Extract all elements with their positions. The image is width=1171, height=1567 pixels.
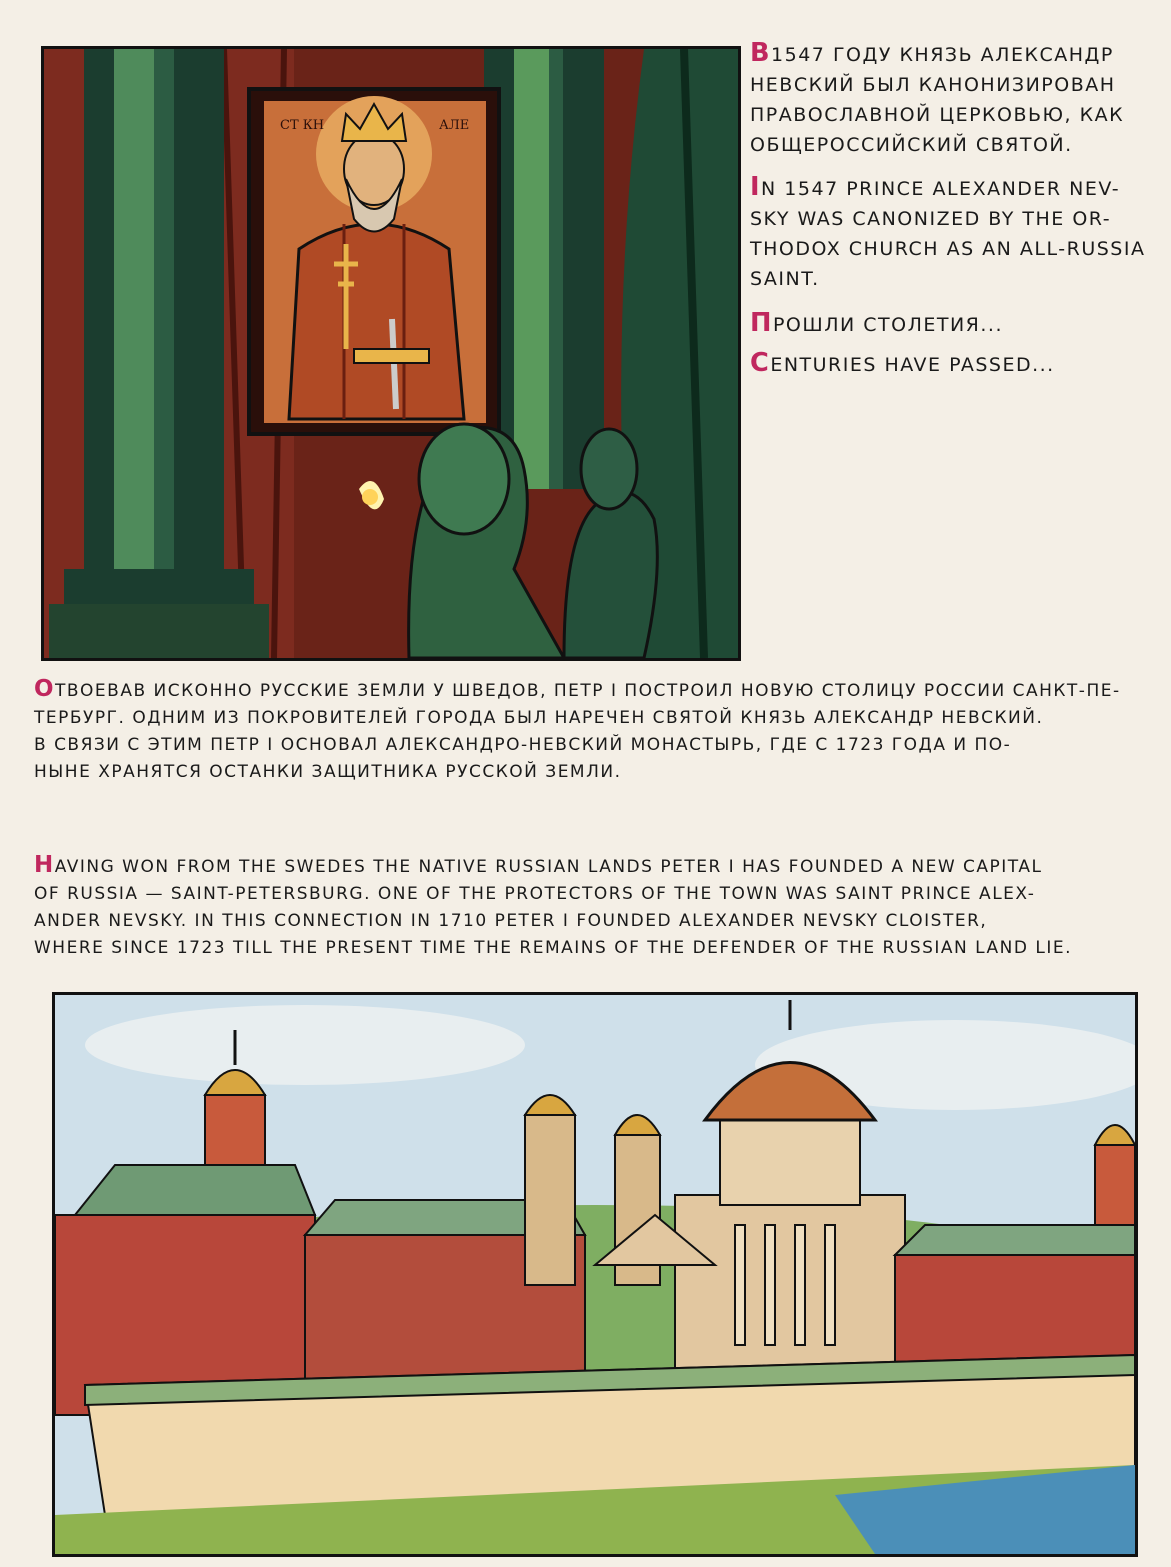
dropcap: C: [750, 348, 771, 378]
caption-petersburg-ru: [34, 676, 1154, 786]
caption-line: N 1547 PRINCE ALEXANDER NEV-: [761, 178, 1121, 200]
caption-line: 1547 ГОДУ КНЯЗЬ АЛЕКСАНДР: [771, 44, 1114, 66]
dropcap: П: [750, 308, 773, 338]
caption-line: WHERE SINCE 1723 TILL THE PRESENT TIME THE REMAINS OF THE DEFENDER OF THE RUSSIAN LAND LIE.: [34, 938, 1072, 958]
lavra-scene-illustration: [55, 995, 1135, 1554]
caption-line: В СВЯЗИ С ЭТИМ ПЕТР I ОСНОВАЛ АЛЕКСАНДРО-НЕВСКИЙ МОНАСТЫРЬ, ГДЕ С 1723 ГОДА И ПО-: [34, 735, 1012, 755]
caption-line: НЫНЕ ХРАНЯТСЯ ОСТАНКИ ЗАЩИТНИКА РУССКОЙ ЗЕМЛИ.: [34, 762, 622, 782]
caption-centuries-en: [750, 348, 1160, 380]
caption-line: AVING WON FROM THE SWEDES THE NATIVE RUSSIAN LANDS PETER I HAS FOUNDED A NEW CAPITAL: [54, 857, 1043, 877]
caption-line: ТЕРБУРГ. ОДНИМ ИЗ ПОКРОВИТЕЛЕЙ ГОРОДА БЫЛ НАРЕЧЕН СВЯТОЙ КНЯЗЬ АЛЕКСАНДР НЕВСКИЙ.: [34, 708, 1044, 728]
caption-line: THODOX CHURCH AS AN ALL-RUSSIA: [750, 238, 1146, 260]
lavra-scene-panel: [52, 992, 1138, 1557]
icon-scene-illustration: [44, 49, 738, 658]
caption-line: SAINT.: [750, 268, 820, 290]
caption-line: НЕВСКИЙ БЫЛ КАНОНИЗИРОВАН: [750, 74, 1116, 96]
icon-inscription-left: СТ КН: [280, 118, 325, 133]
dropcap: В: [750, 38, 772, 68]
caption-line: ПРАВОСЛАВНОЙ ЦЕРКОВЬЮ, КАК: [750, 104, 1125, 126]
caption-line: ОБЩЕРОССИЙСКИЙ СВЯТОЙ.: [750, 134, 1073, 156]
icon-inscription-right: АЛЕ: [439, 118, 470, 133]
icon-scene-panel: [41, 46, 741, 661]
caption-line: ANDER NEVSKY. IN THIS CONNECTION IN 1710 PETER I FOUNDED ALEXANDER NEVSKY CLOISTER,: [34, 911, 988, 931]
caption-petersburg-en: [34, 852, 1154, 962]
dropcap: H: [34, 852, 55, 878]
dropcap: I: [750, 172, 762, 202]
caption-line: OF RUSSIA — SAINT-PETERSBURG. ONE OF THE PROTECTORS OF THE TOWN WAS SAINT PRINCE ALEX-: [34, 884, 1036, 904]
caption-canonization-ru: [750, 38, 1160, 160]
caption-line: ENTURIES HAVE PASSED...: [770, 354, 1055, 376]
caption-line: SKY WAS CANONIZED BY THE OR-: [750, 208, 1112, 230]
caption-line: ТВОЕВАВ ИСКОННО РУССКИЕ ЗЕМЛИ У ШВЕДОВ, ПЕТР I ПОСТРОИЛ НОВУЮ СТОЛИЦУ РОССИИ САНКТ-ПЕ-: [55, 681, 1121, 701]
caption-centuries-ru: [750, 308, 1160, 340]
caption-canonization-en: [750, 172, 1160, 294]
caption-line: РОШЛИ СТОЛЕТИЯ...: [772, 314, 1003, 336]
dropcap: О: [34, 676, 55, 702]
